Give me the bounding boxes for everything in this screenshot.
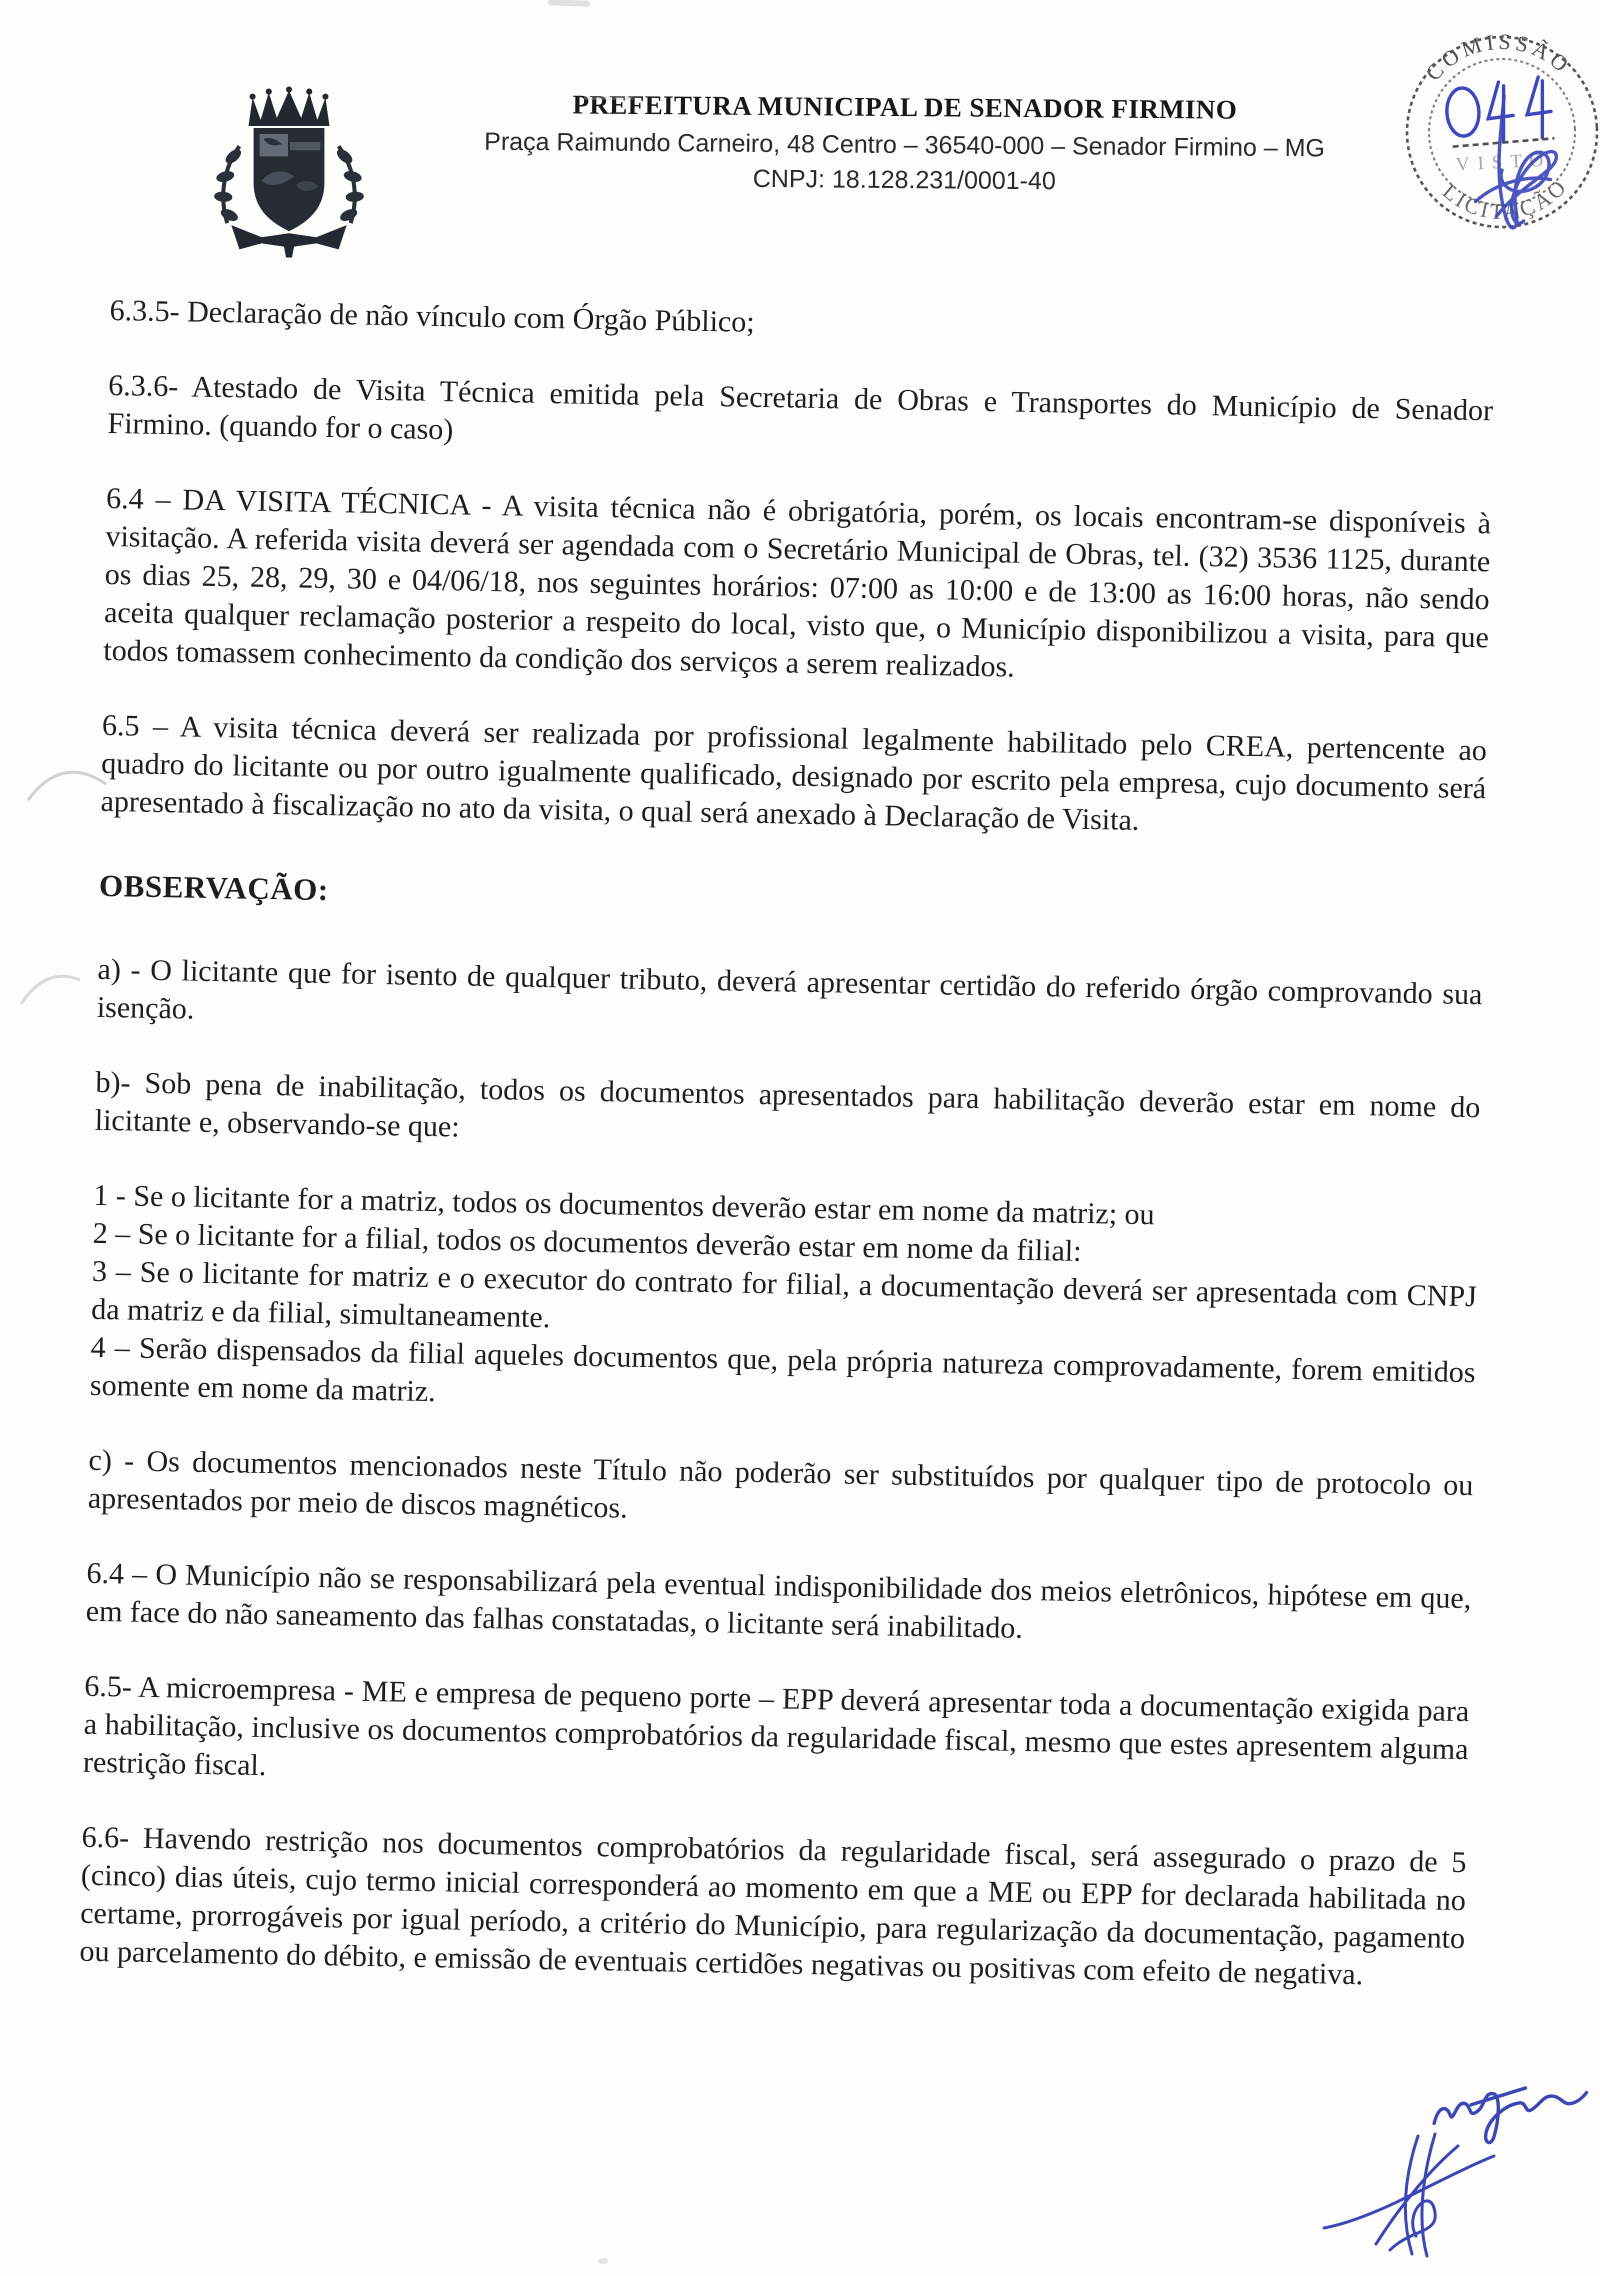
scan-smudge-header xyxy=(584,96,634,100)
stamp-arc-top-text: COMISSÃO xyxy=(1420,28,1577,86)
commission-stamp xyxy=(1397,27,1600,275)
clause-6-3-6: 6.3.6- Atestado de Visita Técnica emitida pela Secretaria de Obras e Transportes do Município de Senador Firmino. (quando for o caso) xyxy=(107,368,1494,447)
stamp-visto-text: VISTO xyxy=(1455,149,1552,176)
observacao-item-b: b)- Sob pena de inabilitação, todos os documentos apresentados para habilitação deverão estar em nome do licitante e, observando-se que: xyxy=(94,1065,1481,1144)
scan-smudge-bottom xyxy=(598,2258,608,2264)
org-cnpj: CNPJ: 18.128.231/0001-40 xyxy=(752,164,1056,196)
list-item-4: 4 – Serão dispensados da filial aqueles documentos que, pela própria natureza comprovadamente, forem emitidos somente em nome da matriz. xyxy=(89,1330,1476,1409)
pencil-arc-mark-2 xyxy=(16,962,91,1014)
clause-6-4-visita-tecnica: 6.4 – DA VISITA TÉCNICA - A visita técnica não é obrigatória, porém, os locais encontram-se disponíveis à visitação. A referida visita deverá ser agendada com o Secretário Municipal de Obras, tel. (32) 3536 1125, durante os dias 25, 28, 29, 30 e 04/06/18, nos seguintes horários: 07:00 as 10:00 e de 13:00 as 16:00 horas, não sendo aceita qualquer reclamação posterior a respeito do local, visto que, o Município disponibilizou a visita, para que todos tomassem conhecimento da condição dos serviços a serem realizados. xyxy=(103,481,1492,684)
list-item-3: 3 – Se o licitante for matriz e o executor do contrato for filial, a documentação deverá ser apresentada com CNPJ da matriz e da filial, simultaneamente. xyxy=(91,1254,1478,1335)
org-title: PREFEITURA MUNICIPAL DE SENADOR FIRMINO xyxy=(572,89,1238,125)
scan-smudge-top xyxy=(548,0,590,7)
coat-of-arms xyxy=(203,82,375,262)
list-item-1: 1 - Se o licitante for a matriz, todos os documentos deverão estar em nome da matriz; ou xyxy=(93,1178,1155,1232)
list-item-2: 2 – Se o licitante for a filial, todos os documentos deverão estar em nome da filial: xyxy=(92,1216,1082,1268)
document-body xyxy=(79,292,1495,2033)
clause-6-3-5: 6.3.5- Declaração de não vínculo com Órgão Público; xyxy=(109,293,755,339)
observacao-item-a: a) - O licitante que for isento de qualquer tributo, deverá apresentar certidão do referido órgão comprovando sua isenção. xyxy=(96,952,1483,1026)
clause-6-4-municipio: 6.4 – O Município não se responsabilizará pela eventual indisponibilidade dos meios eletrônicos, hipótese em que, em face do não saneamento das falhas constatadas, o licitante será inabilitado. xyxy=(85,1556,1472,1645)
observacao-item-c: c) - Os documentos mencionados neste Título não poderão ser substituídos por qualquer tipo de protocolo ou apresentados por meio de discos magnéticos. xyxy=(87,1443,1474,1525)
clause-6-6-restricao: 6.6- Havendo restrição nos documentos comprobatórios da regularidade fiscal, será assegurado o prazo de 5 (cinco) dias úteis, cujo termo inicial corresponderá ao momento em que a ME ou EPP for declarada habilitada no certame, prorrogáveis por igual período, a critério do Município, para regularização da documentação, pagamento ou parcelamento do débito, e emissão de eventuais certidões negativas ou positivas com efeito de negativa. xyxy=(79,1820,1467,1992)
matriz-filial-list xyxy=(90,1177,1479,1430)
handwritten-signature xyxy=(1318,2128,1503,2263)
clause-6-5-visita: 6.5 – A visita técnica deverá ser realizada por profissional legalmente habilitado pelo CREA, pertencente ao quadro do licitante ou por outro igualmente qualificado, designado por escrito pela empresa, cujo documento será apresentado à fiscalização no ato da visita, o qual será anexado à Declaração de Visita. xyxy=(100,708,1488,837)
clause-6-5-microempresa: 6.5- A microempresa - ME e empresa de pequeno porte – EPP deverá apresentar toda a documentação exigida para a habilitação, inclusive os documentos comprobatórios da regularidade fiscal, mesmo que estes apresentem alguma restrição fiscal. xyxy=(82,1669,1470,1783)
stamp-arc-bottom-text: LICITAÇÃO xyxy=(1437,173,1573,225)
org-address: Praça Raimundo Carneiro, 48 Centro – 36540-000 – Senador Firmino – MG xyxy=(484,127,1326,163)
observacao-heading: OBSERVAÇÃO: xyxy=(98,867,329,908)
svg-text:COMISSÃO xyxy=(1419,27,1578,87)
letterhead xyxy=(389,88,1420,205)
